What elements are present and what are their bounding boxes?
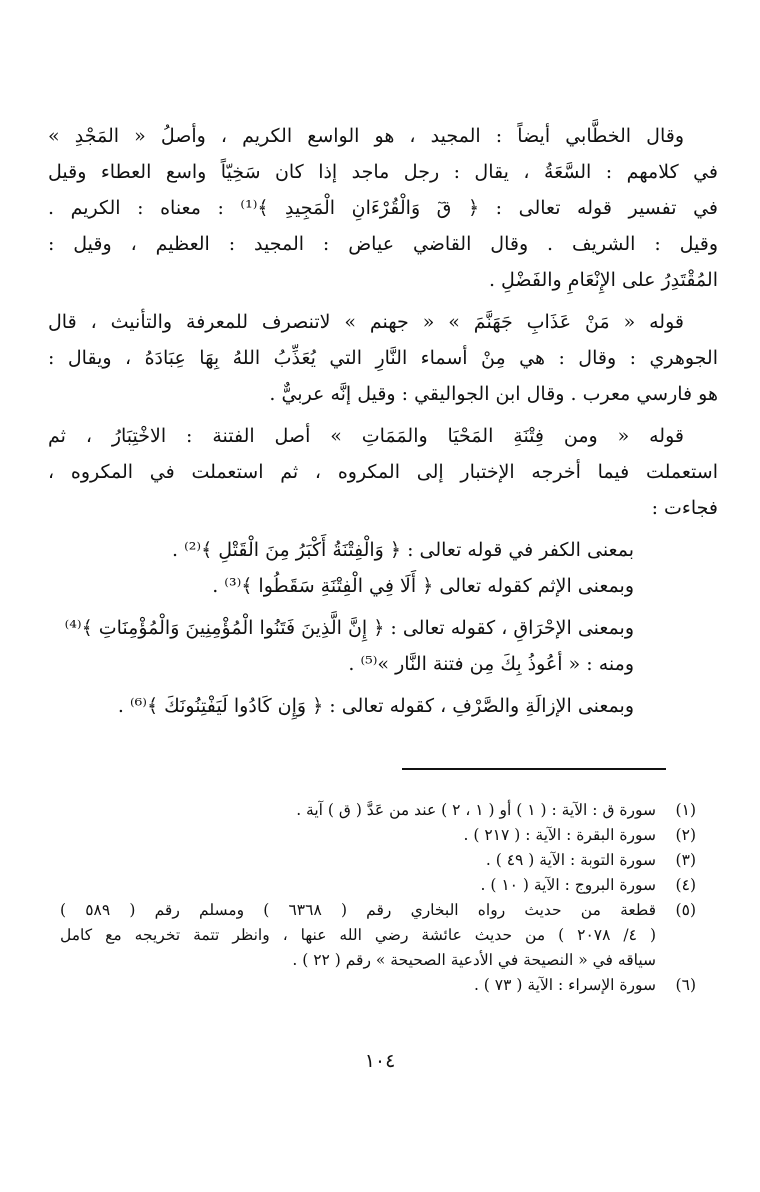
text-line: قوله « مَنْ عَذَابِ جَهَنَّمَ » « جهنم » لاتنصرف للمعرفة والتأنيث ، قال bbox=[48, 311, 684, 333]
text-line: وقال الخطَّابي أيضاً : المجيد ، هو الواسع الكريم ، وأصلُ « المَجْدِ » bbox=[48, 125, 684, 147]
main-text bbox=[48, 118, 718, 724]
footnote-text: سياقه في « النصيحة في الأدعية الصحيحة » رقم ( ٢٢ ) . bbox=[292, 951, 656, 969]
page-number: ١٠٤ bbox=[364, 1050, 396, 1072]
footnote-number: (٤) bbox=[675, 876, 696, 894]
footnote bbox=[60, 973, 696, 998]
footnote-number: (٢) bbox=[675, 826, 696, 844]
text-line: وقيل : الشريف . وقال القاضي عياض : المجيد : العظيم ، وقيل : bbox=[48, 233, 718, 255]
text-line: هو فارسي معرب . وقال ابن الجواليقي : وقيل إنَّه عربيٌّ . bbox=[269, 383, 718, 405]
footnote bbox=[60, 873, 696, 898]
footnote bbox=[60, 798, 696, 823]
text-line: بمعنى الكفر في قوله تعالى : ﴿ وَالْفِتْنَةُ أَكْبَرُ مِنَ الْقَتْلِ ﴾⁽²⁾ . bbox=[172, 539, 634, 561]
footnote-text: قطعة من حديث رواه البخاري رقم ( ٦٣٦٨ ) ومسلم رقم ( ٥٨٩ ) bbox=[60, 901, 656, 919]
text-line: وبمعنى الإزالَةِ والصَّرْفِ ، كقوله تعالى : ﴿ وَإِن كَادُوا لَيَفْتِنُونَكَ ﴾⁽⁶⁾ . bbox=[117, 695, 634, 717]
footnote bbox=[60, 848, 696, 873]
footnote-text: سورة الإسراء : الآية ( ٧٣ ) . bbox=[473, 976, 656, 994]
text-line: المُقْتَدِرُ على الإِنْعَامِ والفَضْلِ . bbox=[488, 269, 718, 291]
text-line: وبمعنى الإحْرَاقِ ، كقوله تعالى : ﴿ إِنَّ الَّذِينَ فَتَنُوا الْمُؤْمِنِينَ وَالْمُؤْمِنَاتِ ﴾⁽⁴⁾ bbox=[64, 617, 634, 639]
footnote-number: (٣) bbox=[675, 851, 696, 869]
text-line: ومنه : « أعُوذُ بِكَ مِن فتنة النَّار »⁽⁵⁾ . bbox=[348, 653, 634, 675]
footnote bbox=[60, 823, 696, 848]
text-line: وبمعنى الإثم كقوله تعالى ﴿ أَلَا فِي الْفِتْنَةِ سَقَطُوا ﴾⁽³⁾ . bbox=[212, 575, 634, 597]
footnote-number: (٥) bbox=[675, 901, 696, 919]
footnote-separator bbox=[402, 768, 666, 770]
text-line: الجوهري : وقال : هي مِنْ أسماء النَّارِ التي يُعَذِّبُ اللهُ بِهَا عِبَادَهُ ، ويقال : bbox=[48, 347, 718, 369]
footnote bbox=[60, 898, 696, 973]
text-line: فجاءت : bbox=[651, 497, 718, 519]
footnote-text: سورة التوبة : الآية ( ٤٩ ) . bbox=[485, 851, 656, 869]
footnote-number: (٦) bbox=[675, 976, 696, 994]
footnote-text: سورة البقرة : الآية : ( ٢١٧ ) . bbox=[463, 826, 656, 844]
footnote-text: سورة ق : الآية : ( ١ ) أو ( ١ ، ٢ ) عند من عَدَّ ( ق ) آية . bbox=[296, 801, 656, 819]
footnote-number: (١) bbox=[675, 801, 696, 819]
footnotes bbox=[60, 798, 696, 998]
text-line: في كلامهم : السَّعَةُ ، يقال : رجل ماجد إذا كان سَخِيّاً واسع العطاء وقيل bbox=[48, 161, 718, 183]
text-line: استعملت فيما أخرجه الإختبار إلى المكروه ، ثم استعملت في المكروه ، bbox=[48, 461, 718, 483]
text-line: في تفسير قوله تعالى : ﴿ قٓ وَالْقُرْءَانِ الْمَجِيدِ ﴾⁽¹⁾ : معناه : الكريم . bbox=[48, 197, 718, 219]
footnote-text: ( ٤/ ٢٠٧٨ ) من حديث عائشة رضي الله عنها ، وانظر تتمة تخريجه مع كامل bbox=[60, 926, 656, 944]
footnote-text: سورة البروج : الآية ( ١٠ ) . bbox=[480, 876, 656, 894]
text-line: قوله « ومن فِتْنَةِ المَحْيَا والمَمَاتِ » أصل الفتنة : الاخْتِبَارُ ، ثم bbox=[48, 425, 684, 447]
